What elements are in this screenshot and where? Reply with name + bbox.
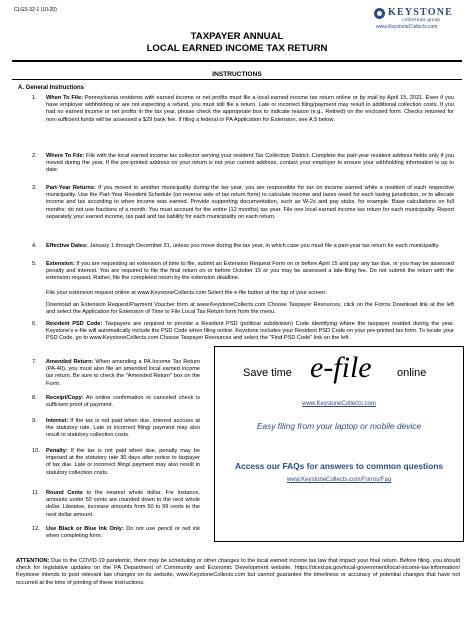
instruction-item-12	[32, 526, 200, 540]
efile-link[interactable]: www.KeystoneCollects.com	[302, 401, 376, 407]
item-heading: Resident PSD Code:	[46, 321, 103, 327]
page-title-line1: TAXPAYER ANNUAL	[190, 31, 284, 42]
item-heading: Penalty:	[46, 448, 68, 454]
instruction-item-5	[32, 261, 454, 283]
logo-name: KEYSTONE	[388, 7, 453, 18]
instruction-item-5-download	[32, 302, 454, 316]
efile-easy-text: Easy filing from your laptop or mobile device	[256, 421, 422, 431]
instruction-item-9	[32, 418, 200, 440]
item-number: 10.	[32, 448, 40, 454]
logo-subtitle: collections group	[402, 17, 441, 23]
keystone-logo	[372, 7, 464, 29]
instruction-item-8	[32, 395, 200, 409]
keystone-emblem-icon	[374, 8, 385, 19]
item-number: 5.	[32, 261, 37, 267]
instruction-item-3	[32, 185, 454, 221]
instruction-item-6	[32, 321, 454, 343]
section-a-heading: A. General Instructions	[18, 85, 85, 91]
item-text: When amending a PA Income Tax Return (PA-40), you must also file an amended local earned income tax return. Be sure to check the "Amended Return" box on the Form.	[46, 359, 200, 387]
attention-note	[16, 558, 460, 587]
item-text: If you moved to another municipality during the tax year, you are responsible for tax on income earned while a resident of each respective municipality. Use the Part-Year Resident Schedule (on reverse side of tax return form) to calculate income and taxes owed for each taxing jurisdiction, or to allocate income and tax according to when income was earned. Provide supporting documentation, such as W-2s and pay stubs, for example. Base calculations on full months; do not use fractions of a month. You must account for the entire (12 months) tax year. File one local earned income tax return for each municipality. Report separately your earned income, tax paid and tax liability for each municipality on each return.	[46, 185, 454, 220]
item-heading: Where To File:	[46, 153, 85, 159]
item-number: 2.	[32, 153, 37, 159]
item-number: 3.	[32, 185, 37, 191]
item-text: File with the local earned income tax collector serving your resident Tax Collection District. Complete the part-year resident address fields only if you moved during the year. If the pre-printed address on your return is not your current address, contact your employer to ensure your withholding information is up to date.	[46, 153, 455, 174]
item-text: An online confirmation or canceled check is sufficient proof of payment.	[46, 395, 200, 409]
item-text: If the tax is not paid when due, penalty may be imposed at the statutory rate 30 days after notice to taxpayer of tax due. Late or incorrect filing/ payment may also result in statutory collection costs.	[46, 448, 200, 476]
instruction-item-7	[32, 359, 200, 388]
logo-url[interactable]: www.KeystoneCollects.com	[376, 24, 438, 30]
instruction-item-1	[32, 95, 454, 124]
attention-heading: ATTENTION:	[16, 558, 50, 564]
efile-save-time: Save time	[243, 367, 292, 379]
item-number: 12.	[32, 526, 40, 532]
instruction-item-4	[32, 243, 454, 250]
item-number: 8.	[32, 395, 37, 401]
header-divider	[12, 60, 462, 62]
form-number: CLGS-32-1 (10-20)	[14, 7, 57, 13]
item-number: 9.	[32, 418, 37, 424]
item-number: 1.	[32, 95, 37, 101]
item-text: Taxpayers are required to provide a Resident PSD (political subdivision) Code identifying where the taxpayer resided during the year. Keystone's e-file will automatically include the PSD Code when filing online. Keystone includes your Resident PSD Code on your pre-printed tax form. To locate your PSD Code, go to www.KeystoneCollects.com Choose Taxpayer Resources and select the "Find PSD Code" link on the left.	[46, 321, 454, 342]
item-number: 4.	[32, 243, 37, 249]
item-heading: Use Black or Blue Ink Only:	[46, 526, 124, 532]
item-heading: Round Cents	[46, 490, 83, 496]
item-text: File your extension request online at www.KeystoneCollects.com Select the e-file button at the top of your screen.	[46, 290, 327, 296]
instructions-divider	[12, 79, 462, 80]
item-text: to the nearest whole dollar. For instance, amounts under 50 cents are rounded down to the next whole dollar. Likewise, increase amounts from 50 to 99 cents to the next dollar amount.	[46, 490, 200, 518]
instruction-item-10	[32, 448, 200, 477]
item-heading: Effective Dates:	[46, 243, 88, 249]
item-heading: When To File:	[46, 95, 83, 101]
faq-link[interactable]: www.KeystoneCollects.com/Forms/Faq	[286, 477, 392, 483]
item-number: 11.	[32, 490, 40, 496]
item-heading: Extension:	[46, 261, 75, 267]
efile-logo: e-file	[310, 351, 372, 384]
item-number: 6.	[32, 321, 37, 327]
item-number: 7.	[32, 359, 37, 365]
faq-heading: Access our FAQs for answers to common questions	[234, 461, 444, 471]
item-text: Pennsylvania residents with earned income or net profits must file a local earned income tax return online or by mail by April 15, 2021. Even if you have employer withholding or are not expecting a refund, you must still file a return. Late or incorrect filing/payment may result in additional collection costs. If you had no earned income or net profits in the tax year, please check the appropriate box to indicate reason (e.g., Retired) on the enclosed form. Checks returned for non-sufficient funds will be assessed a $29 bank fee. If filing a federal or PA Application for Extension, see A.5 below.	[46, 95, 455, 123]
item-heading: Part-Year Returns:	[46, 185, 96, 191]
item-heading: Receipt/Copy:	[46, 395, 84, 401]
instruction-item-5-efile	[32, 290, 454, 297]
instructions-heading: INSTRUCTIONS	[212, 71, 262, 78]
page-title-line2: LOCAL EARNED INCOME TAX RETURN	[146, 43, 328, 54]
item-heading: Interest:	[46, 418, 69, 424]
instruction-item-2	[32, 153, 454, 175]
item-text: If the tax is not paid when due, interest accrues at the statutory rate. Late or incorrect filing/ payment may also result in statutory collection costs.	[46, 418, 200, 439]
item-text: Do not use pencil or red ink when completing form.	[46, 526, 200, 540]
efile-online: online	[397, 367, 427, 379]
instruction-item-11	[32, 490, 200, 519]
item-heading: Amended Return:	[46, 359, 94, 365]
item-text: Download an Extension Request/Payment Voucher form at www.KeystoneCollects.com Choose Taxpayer Resources, click on the Forms Download link at the left and select the Application for Extension of Time to File Local Tax Return form from the menu.	[46, 302, 454, 316]
item-text: If you are requesting an extension of time to file, submit an Extension Request Form on or before April 15 and pay any tax due, or you may be assessed penalty and interest. You are required to file the final return on or before October 15 or you may be assessed a late-filing fee. Do not submit the return with the extension request. Rather, file the completed return by the extension deadline.	[46, 261, 454, 282]
efile-promo-box	[214, 346, 464, 542]
attention-text: Due to the COVID-19 pandemic, there may be scheduling or other changes to the local earned income tax law that impact your final return. Before filing, you should check for legislative updates on the PA Department of Community and Economic Development website, https://dced.pa.gov/local-government/local-income-tax-information/ Keystone intends to post relevant law changes on its website, www.KeystoneCollects.com but cannot guarantee the timeliness or accuracy of potential changes that have not occurred at the time of printing of these Instructions.	[16, 558, 460, 586]
item-text: January 1 through December 31, unless you move during the tax year, in which case you must file a part-year tax return for each municipality.	[87, 243, 440, 249]
